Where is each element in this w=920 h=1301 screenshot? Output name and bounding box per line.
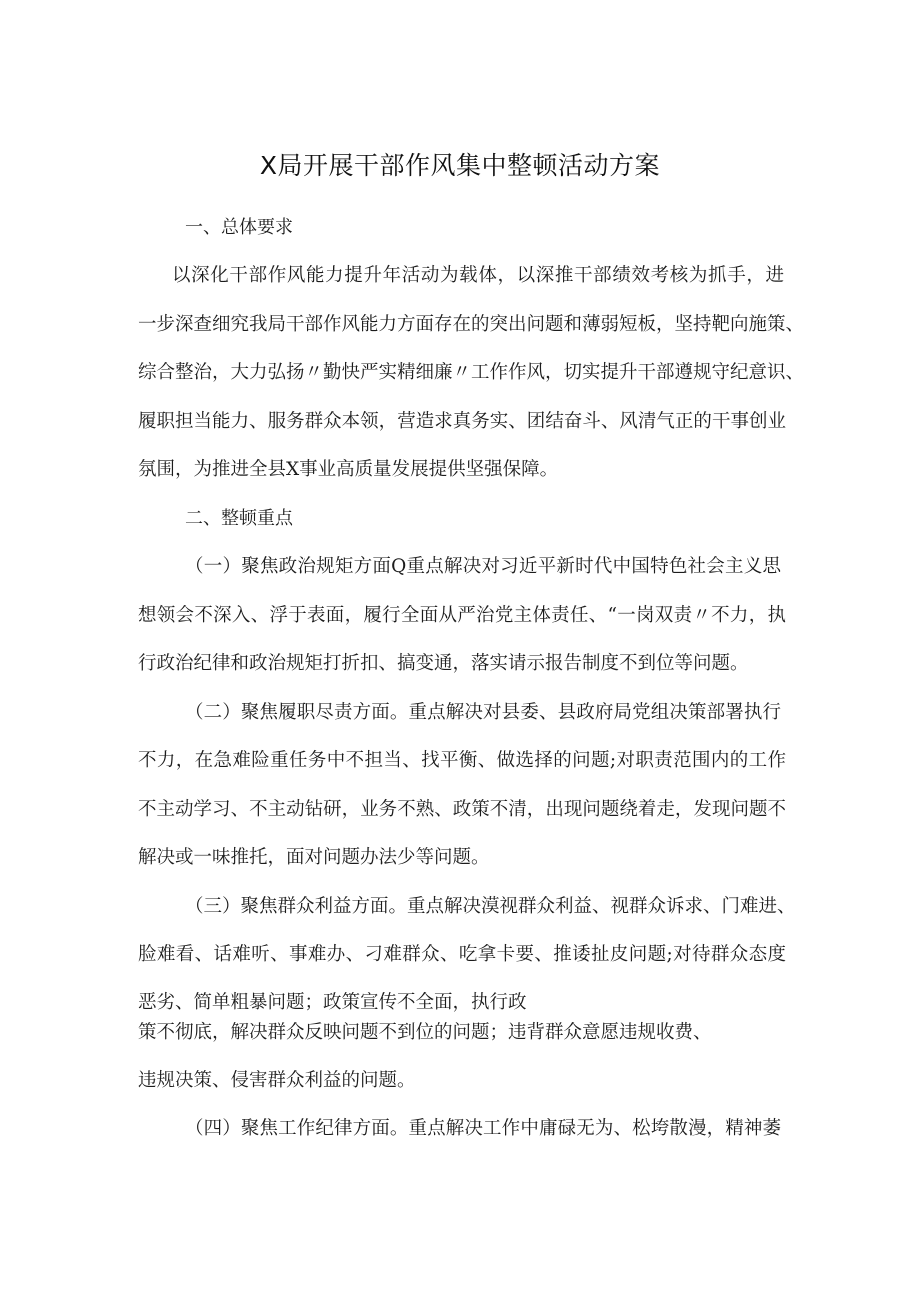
paragraph-line: 履职担当能力、服务群众本领，营造求真务实、团结奋斗、风清气正的干事创业 xyxy=(138,411,786,432)
paragraph-line: 策不彻底，解决群众反映问题不到位的问题；违背群众意愿违规收费、 xyxy=(138,1022,712,1043)
paragraph-line: 想领会不深入、浮于表面，履行全面从严治党主体责任、“一岗双责〃不力，执 xyxy=(138,605,786,626)
paragraph-line: （一）聚焦政治规矩方面Q重点解决对习近平新时代中国特色社会主义思 xyxy=(185,556,781,577)
section-heading-general-requirements: 一、总体要求 xyxy=(185,217,293,238)
paragraph-line: 以深化干部作风能力提升年活动为载体，以深推干部绩效考核为抓手，进 xyxy=(172,265,784,286)
paragraph-line: 脸难看、话难听、事难办、刁难群众、吃拿卡要、推诿扯皮问题;对待群众态度 xyxy=(138,944,786,965)
paragraph-line: 不力，在急难险重任务中不担当、找平衡、做选择的问题;对职责范围内的工作 xyxy=(138,750,786,771)
paragraph-line: （二）聚焦履职尽责方面。重点解决对县委、县政府局党组决策部署执行 xyxy=(185,702,781,723)
section-heading-key-points: 二、整顿重点 xyxy=(185,508,293,529)
paragraph-line: 综合整治，大力弘扬〃勤快严实精细廉〃工作作风，切实提升干部遵规守纪意识、 xyxy=(138,362,805,383)
paragraph-line: 解决或一味推托，面对问题办法少等问题。 xyxy=(138,847,490,868)
paragraph-line: 恶劣、简单粗暴问题；政策宣传不全面，执行政 xyxy=(138,992,527,1013)
paragraph-line: 氛围，为推进全县X事业高质量发展提供坚强保障。 xyxy=(138,459,559,480)
paragraph-line: （四）聚焦工作纪律方面。重点解决工作中庸碌无为、松垮散漫，精神萎 xyxy=(185,1118,781,1139)
paragraph-line: （三）聚焦群众利益方面。重点解决漠视群众利益、视群众诉求、门难进、 xyxy=(185,896,796,917)
paragraph-line: 一步深查细究我局干部作风能力方面存在的突出问题和薄弱短板，坚持靶向施策、 xyxy=(138,314,805,335)
paragraph-line: 不主动学习、不主动钻研，业务不熟、政策不清，出现问题绕着走，发现问题不 xyxy=(138,799,786,820)
document-title: X局开展干部作风集中整顿活动方案 xyxy=(259,151,661,180)
paragraph-line: 行政治纪律和政治规矩打折扣、搞变通，落实请示报告制度不到位等问题。 xyxy=(138,653,749,674)
paragraph-line: 违规决策、侵害群众利益的问题。 xyxy=(138,1070,416,1091)
